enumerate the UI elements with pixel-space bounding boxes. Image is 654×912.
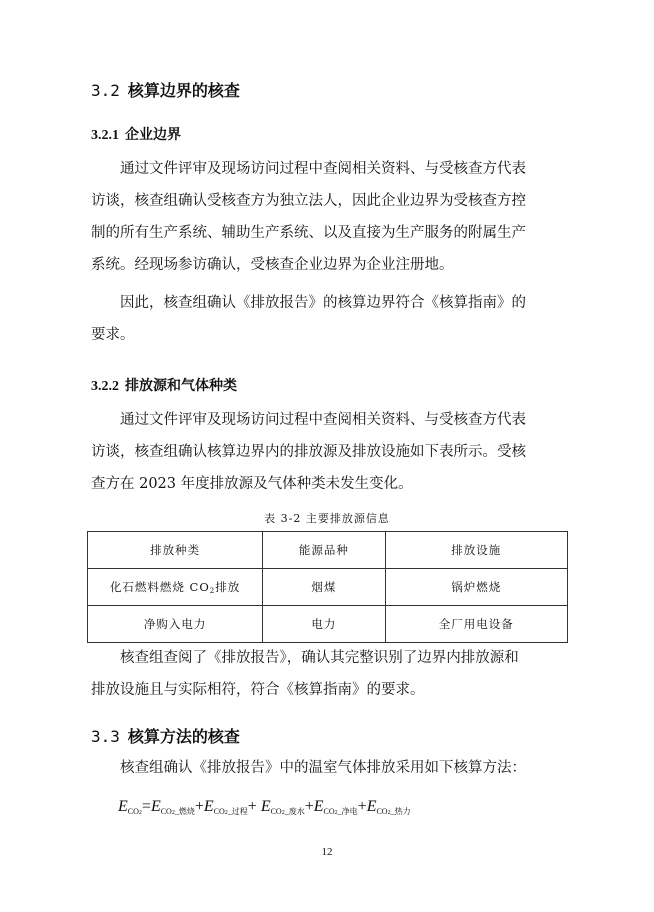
paragraph-line: 核查组查阅了《排放报告》，确认其完整识别了边界内排放源和 bbox=[120, 650, 519, 666]
table-cell: 净购入电力 bbox=[88, 606, 263, 643]
table-cell: 全厂用电设备 bbox=[385, 606, 567, 643]
formula-symbol: E bbox=[366, 798, 377, 815]
paragraph-boundary-conclusion bbox=[91, 287, 566, 351]
table-header-row bbox=[88, 532, 568, 569]
formula-operator: + bbox=[357, 798, 367, 815]
subsection-title: 企业边界 bbox=[125, 127, 181, 143]
section-number: 3.2 bbox=[91, 81, 120, 100]
formula-subscript: CO2_燃烧 bbox=[160, 807, 195, 816]
formula-operator: = bbox=[141, 798, 151, 815]
paragraph-enterprise-boundary bbox=[91, 153, 566, 281]
paragraph-line: 核查组确认《排放报告》中的温室气体排放采用如下核算方法： bbox=[120, 760, 526, 776]
formula-symbol: E bbox=[118, 798, 128, 815]
subsection-heading-3-2-1 bbox=[91, 124, 181, 144]
cell-text: 排放 bbox=[215, 580, 241, 594]
table-cell bbox=[88, 569, 263, 606]
paragraph-emission-sources bbox=[91, 404, 566, 500]
formula-subscript: CO2_废水 bbox=[270, 807, 305, 816]
paragraph-line: 访谈，核查组确认核算边界内的排放源及排放设施如下表所示。受核 bbox=[91, 444, 526, 460]
paragraph-line: 制的所有生产系统、辅助生产系统、以及直接为生产服务的附属生产 bbox=[91, 225, 526, 241]
formula-operator: + bbox=[247, 798, 261, 815]
formula-symbol: E bbox=[260, 798, 271, 815]
formula-subscript: CO bbox=[127, 807, 139, 816]
formula-terms bbox=[142, 798, 411, 815]
paragraph-line: 访谈，核查组确认受核查方为独立法人，因此企业边界为受核查方控 bbox=[91, 193, 526, 209]
section-heading-3-2 bbox=[91, 78, 240, 101]
formula-operator: + bbox=[194, 798, 204, 815]
paragraph-line: 查方在 2023 年度排放源及气体种类未发生变化。 bbox=[91, 476, 413, 492]
emission-source-table bbox=[87, 531, 568, 643]
table-header: 排放设施 bbox=[385, 532, 567, 569]
subsection-heading-3-2-2 bbox=[91, 375, 237, 395]
emission-formula bbox=[118, 798, 411, 817]
formula-symbol: E bbox=[313, 798, 324, 815]
subsection-number: 3.2.2 bbox=[91, 379, 119, 394]
table-header: 排放种类 bbox=[88, 532, 263, 569]
table-cell: 电力 bbox=[263, 606, 385, 643]
section-heading-3-3 bbox=[91, 724, 240, 747]
section-number: 3.3 bbox=[91, 727, 120, 746]
paragraph-line: 通过文件评审及现场访问过程中查阅相关资料、与受核查方代表 bbox=[120, 161, 526, 177]
subsection-title: 排放源和气体种类 bbox=[125, 378, 237, 394]
formula-operator: + bbox=[304, 798, 314, 815]
paragraph-table-conclusion bbox=[91, 642, 566, 706]
formula-subscript: 2 bbox=[138, 810, 142, 816]
section-title: 核算方法的核查 bbox=[127, 727, 240, 746]
table-header: 能源品种 bbox=[263, 532, 385, 569]
formula-subscript: CO2_过程 bbox=[213, 807, 248, 816]
formula-subscript: CO2_热力 bbox=[376, 807, 411, 816]
table-row bbox=[88, 569, 568, 606]
table-row bbox=[88, 606, 568, 643]
paragraph-line: 排放设施且与实际相符，符合《核算指南》的要求。 bbox=[91, 682, 425, 698]
section-title: 核算边界的核查 bbox=[127, 81, 240, 100]
cell-text: 化石燃料燃烧 CO bbox=[109, 580, 210, 594]
paragraph-line: 要求。 bbox=[91, 327, 135, 343]
table-cell: 烟煤 bbox=[263, 569, 385, 606]
paragraph-line: 系统。经现场参访确认，受核查企业边界为企业注册地。 bbox=[91, 257, 454, 273]
formula-subscript: CO2_净电 bbox=[323, 807, 358, 816]
subsection-number: 3.2.1 bbox=[91, 128, 119, 143]
formula-symbol: E bbox=[203, 798, 214, 815]
formula-symbol: E bbox=[150, 798, 161, 815]
table-caption: 表 3-2 主要排放源信息 bbox=[264, 512, 390, 525]
page-number: 12 bbox=[321, 846, 333, 858]
paragraph-line: 通过文件评审及现场访问过程中查阅相关资料、与受核查方代表 bbox=[120, 412, 526, 428]
paragraph-line: 因此，核查组确认《排放报告》的核算边界符合《核算指南》的 bbox=[120, 295, 526, 311]
table-cell: 锅炉燃烧 bbox=[385, 569, 567, 606]
cell-subscript: 2 bbox=[209, 587, 216, 595]
paragraph-method bbox=[91, 752, 566, 784]
